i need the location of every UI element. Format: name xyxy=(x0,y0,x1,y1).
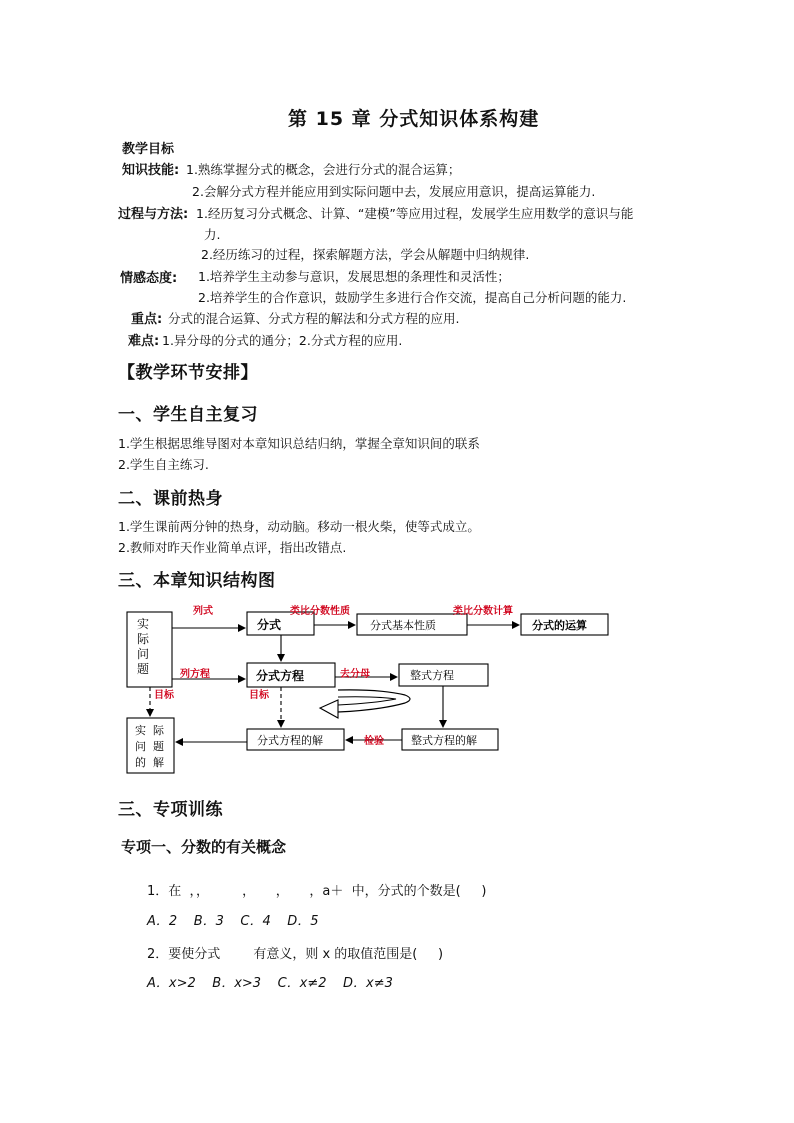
process-label: 过程与方法: xyxy=(118,207,189,222)
box-solution-label-2: 问 题 xyxy=(135,740,164,753)
process-line-1a: 1.经历复习分式概念、计算、“建模”等应用过程，发展学生应用数学的意识与能 xyxy=(196,206,634,221)
section1-line-1: 1.学生根据思维导图对本章知识总结归纳，掌握全章知识间的联系 xyxy=(118,436,480,451)
section2-line-1: 1.学生课前两分钟的热身，动动脑。移动一根火柴，使等式成立。 xyxy=(118,519,480,534)
box-practical-label-1: 实 xyxy=(137,617,150,631)
section3-title: 三、本章知识结构图 xyxy=(118,571,276,591)
box-practical-label-2: 际 xyxy=(137,632,150,646)
knowledge-line-2: 2.会解分式方程并能应用到实际问题中去，发展应用意识，提高运算能力. xyxy=(192,184,596,199)
emotion-line-2: 2.培养学生的合作意识，鼓励学生多进行合作交流，提高自己分析问题的能力. xyxy=(198,290,627,305)
process-line-1b: 力. xyxy=(204,227,221,242)
label-analogy-calc: 类比分数计算 xyxy=(453,606,513,617)
knowledge-line-1: 1.熟练掌握分式的概念，会进行分式的混合运算； xyxy=(186,162,461,177)
box-property-label: 分式基本性质 xyxy=(370,619,436,632)
section4-title: 三、专项训练 xyxy=(118,800,223,820)
section2-title: 二、课前热身 xyxy=(118,489,223,509)
box-practical-label-3: 问 xyxy=(137,647,150,661)
question-1-options: A．2 B．3 C．4 D．5 xyxy=(147,914,319,929)
label-list-equation: 列方程 xyxy=(180,669,210,680)
question-1: 1．在 ，， ， ， ，a＋ 中，分式的个数是( ) xyxy=(147,884,487,899)
box-solution-label-3: 的 解 xyxy=(135,756,164,769)
label-list-expression: 列式 xyxy=(193,606,213,617)
label-check: 检验 xyxy=(364,736,384,747)
box-frac-eq-label: 分式方程 xyxy=(256,669,305,683)
box-solution-label-1: 实 际 xyxy=(135,724,164,737)
objectives-heading: 教学目标 xyxy=(122,142,175,157)
question-2: 2．要使分式 有意义，则 x 的取值范围是( ) xyxy=(147,947,444,962)
box-fraction-label: 分式 xyxy=(257,618,282,632)
knowledge-label: 知识技能: xyxy=(122,163,180,178)
box-practical-problem xyxy=(127,612,172,687)
key-points-label: 重点: xyxy=(131,312,163,327)
label-goal-1: 目标 xyxy=(154,690,174,701)
section1-line-2: 2.学生自主练习. xyxy=(118,457,209,472)
special-topic-1-heading: 专项一、分数的有关概念 xyxy=(121,838,287,856)
question-2-options: A．x>2 B．x>3 C．x≠2 D．x≠3 xyxy=(147,976,393,991)
box-int-eq-label: 整式方程 xyxy=(410,669,454,682)
label-remove-denominator: 去分母 xyxy=(340,669,370,680)
section1-title: 一、学生自主复习 xyxy=(118,405,258,425)
box-frac-sol-label: 分式方程的解 xyxy=(257,734,323,747)
difficulty-text: 1.异分母的分式的通分；2.分式方程的应用. xyxy=(162,333,403,348)
label-analogy-property: 类比分数性质 xyxy=(290,606,350,617)
difficulty-label: 难点: xyxy=(128,334,160,349)
label-goal-2: 目标 xyxy=(249,690,269,701)
box-int-sol-label: 整式方程的解 xyxy=(411,734,477,747)
emotion-line-1: 1.培养学生主动参与意识，发展思想的条理性和灵活性； xyxy=(198,269,510,284)
page-title: 第 15 章 分式知识体系构建 xyxy=(288,108,540,130)
box-practical-label-4: 题 xyxy=(137,662,150,676)
emotion-label: 情感态度: xyxy=(120,271,178,286)
arrangement-heading: 【教学环节安排】 xyxy=(118,363,258,383)
section2-line-2: 2.教师对昨天作业简单点评，指出改错点. xyxy=(118,540,347,555)
process-line-2: 2.经历练习的过程，探索解题方法，学会从解题中归纳规律. xyxy=(201,247,530,262)
key-points-text: 分式的混合运算、分式方程的解法和分式方程的应用. xyxy=(168,311,460,326)
box-operation-label: 分式的运算 xyxy=(532,619,587,632)
